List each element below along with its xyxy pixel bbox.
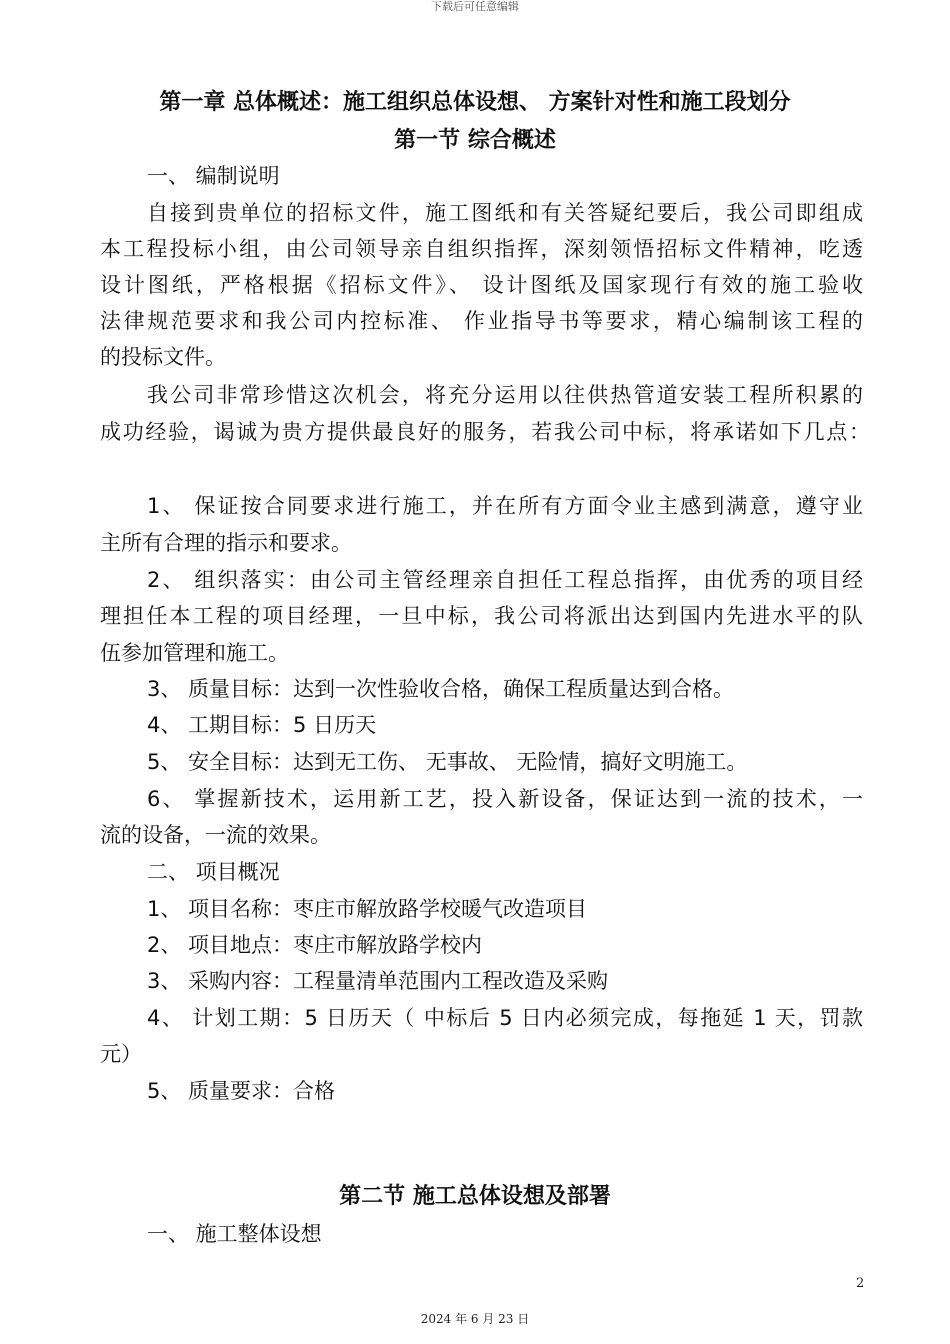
list-item: 理担任本工程的项目经理，一旦中标，我公司将派出达到国内先进水平的队 [100,604,863,628]
list-item: 6、 掌握新技术，运用新工艺，投入新设备，保证达到一流的技术，一 [147,787,863,811]
list-item: 3、 采购内容：工程量清单范围内工程改造及采购 [147,969,609,993]
list-item: 4、 计划工期：5 日历天（ 中标后 5 日内必须完成，每拖延 1 天，罚款 [147,1006,863,1030]
list-item: 伍参加管理和施工。 [100,641,289,665]
list-item: 元） [100,1042,142,1066]
paragraph-line: 我公司非常珍惜这次机会，将充分运用以往供热管道安装工程所积累的 [147,383,863,407]
section-heading: 一、 编制说明 [147,164,280,188]
paragraph-line: 的投标文件。 [100,345,226,369]
list-item: 4、 工期目标：5 日历天 [147,713,377,737]
section-title: 第一节 综合概述 [394,128,556,153]
paragraph-line: 本工程投标小组，由公司领导亲自组织指挥，深刻领悟招标文件精神，吃透 [100,237,863,261]
list-item: 流的设备，一流的效果。 [100,823,331,847]
list-item: 2、 项目地点：枣庄市解放路学校内 [147,933,483,957]
section-title: 第二节 施工总体设想及部署 [339,1184,611,1209]
paragraph-line: 法律规范要求和我公司内控标准、 作业指导书等要求，精心编制该工程的 [100,309,863,333]
list-item: 1、 保证按合同要求进行施工，并在所有方面令业主感到满意，遵守业 [147,494,863,518]
list-item: 1、 项目名称：枣庄市解放路学校暖气改造项目 [147,897,588,921]
list-item: 主所有合理的指示和要求。 [100,531,352,555]
paragraph-line: 自接到贵单位的招标文件，施工图纸和有关答疑纪要后，我公司即组成 [147,201,863,225]
page-header-note: 下载后可任意编辑 [431,0,519,13]
section-heading: 一、 施工整体设想 [147,1222,322,1246]
footer-date: 2024 年 6 月 23 日 [420,1312,530,1326]
section-heading: 二、 项目概况 [147,860,280,884]
list-item: 2、 组织落实：由公司主管经理亲自担任工程总指挥，由优秀的项目经 [147,568,863,592]
page-number: 2 [856,1276,865,1291]
list-item: 5、 质量要求：合格 [147,1079,336,1103]
list-item: 5、 安全目标：达到无工伤、 无事故、 无险情，搞好文明施工。 [147,750,748,774]
list-item: 3、 质量目标：达到一次性验收合格，确保工程质量达到合格。 [147,677,735,701]
chapter-title: 第一章 总体概述：施工组织总体设想、 方案针对性和施工段划分 [159,90,791,115]
paragraph-line: 成功经验，谒诚为贵方提供最良好的服务，若我公司中标，将承诺如下几点： [100,420,870,444]
paragraph-line: 设计图纸，严格根据《招标文件》、 设计图纸及国家现行有效的施工验收 [100,273,863,297]
